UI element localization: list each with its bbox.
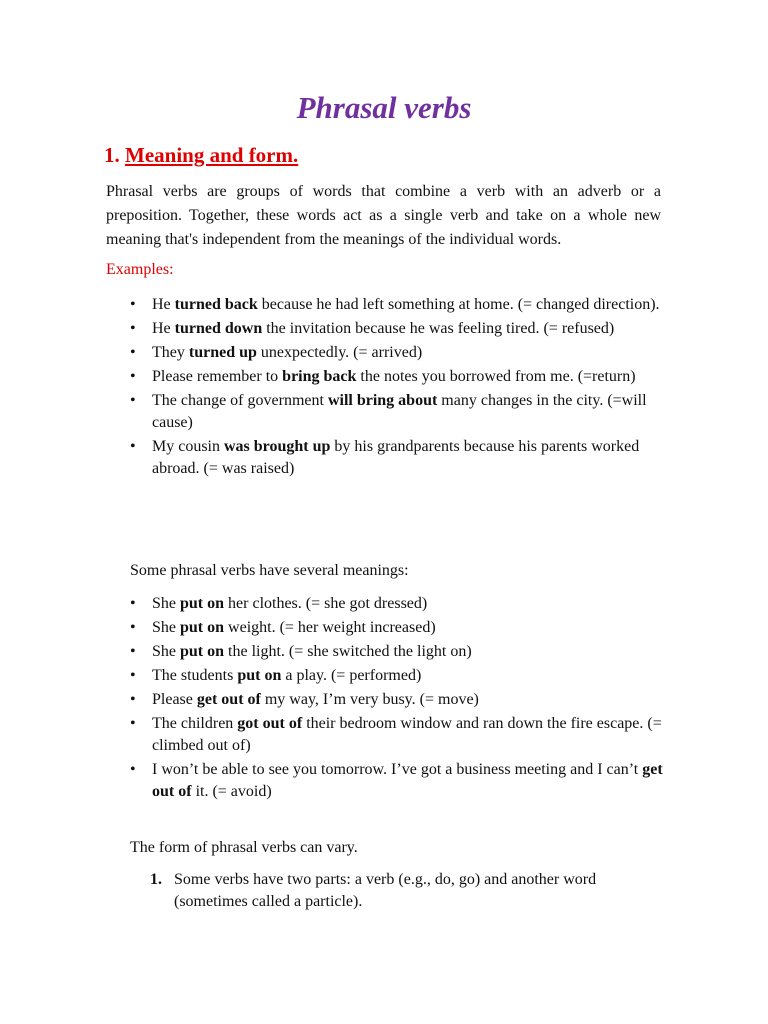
meanings-list [128,593,663,805]
list-item: • My cousin was brought up by his grandparents because his parents worked abroad. (= was raised) [128,436,663,480]
list-item-text: Some verbs have two parts: a verb (e.g., do, go) and another word (sometimes called a particle). [174,871,597,910]
list-item: • He turned down the invitation because he was feeling tired. (= refused) [128,318,663,340]
list-item: • The children got out of their bedroom window and ran down the fire escape. (= climbed out of) [128,713,663,757]
list-item: • I won’t be able to see you tomorrow. I’ve got a business meeting and I can’t get out of it. (= avoid) [128,759,663,803]
list-item: • Please get out of my way, I’m very busy. (= move) [128,689,663,711]
list-item: • The change of government will bring about many changes in the city. (=will cause) [128,390,663,434]
several-meanings-paragraph: Some phrasal verbs have several meanings: [130,562,409,579]
examples-label: Examples: [106,261,174,278]
page-title: Phrasal verbs [296,90,472,125]
list-item: • She put on the light. (= she switched the light on) [128,641,663,663]
examples-list [128,294,663,482]
list-item [150,869,670,913]
list-item: • She put on her clothes. (= she got dressed) [128,593,663,615]
section-number: 1. [104,143,120,167]
intro-paragraph: Phrasal verbs are groups of words that combine a verb with an adverb or a preposition. Together, these words act as a single verb and take on a whole new meaning that's independent from the meanings of the individual words. [106,183,661,248]
list-item: • He turned back because he had left something at home. (= changed direction). [128,294,663,316]
form-list [150,869,670,913]
list-item: • Please remember to bring back the notes you borrowed from me. (=return) [128,366,663,388]
list-number: 1. [150,871,162,888]
list-item: • They turned up unexpectedly. (= arrived) [128,342,663,364]
form-paragraph: The form of phrasal verbs can vary. [130,839,358,856]
list-item: • She put on weight. (= her weight increased) [128,617,663,639]
section-heading [104,143,298,168]
section-heading-text: Meaning and form. [125,143,299,167]
list-item: • The students put on a play. (= performed) [128,665,663,687]
